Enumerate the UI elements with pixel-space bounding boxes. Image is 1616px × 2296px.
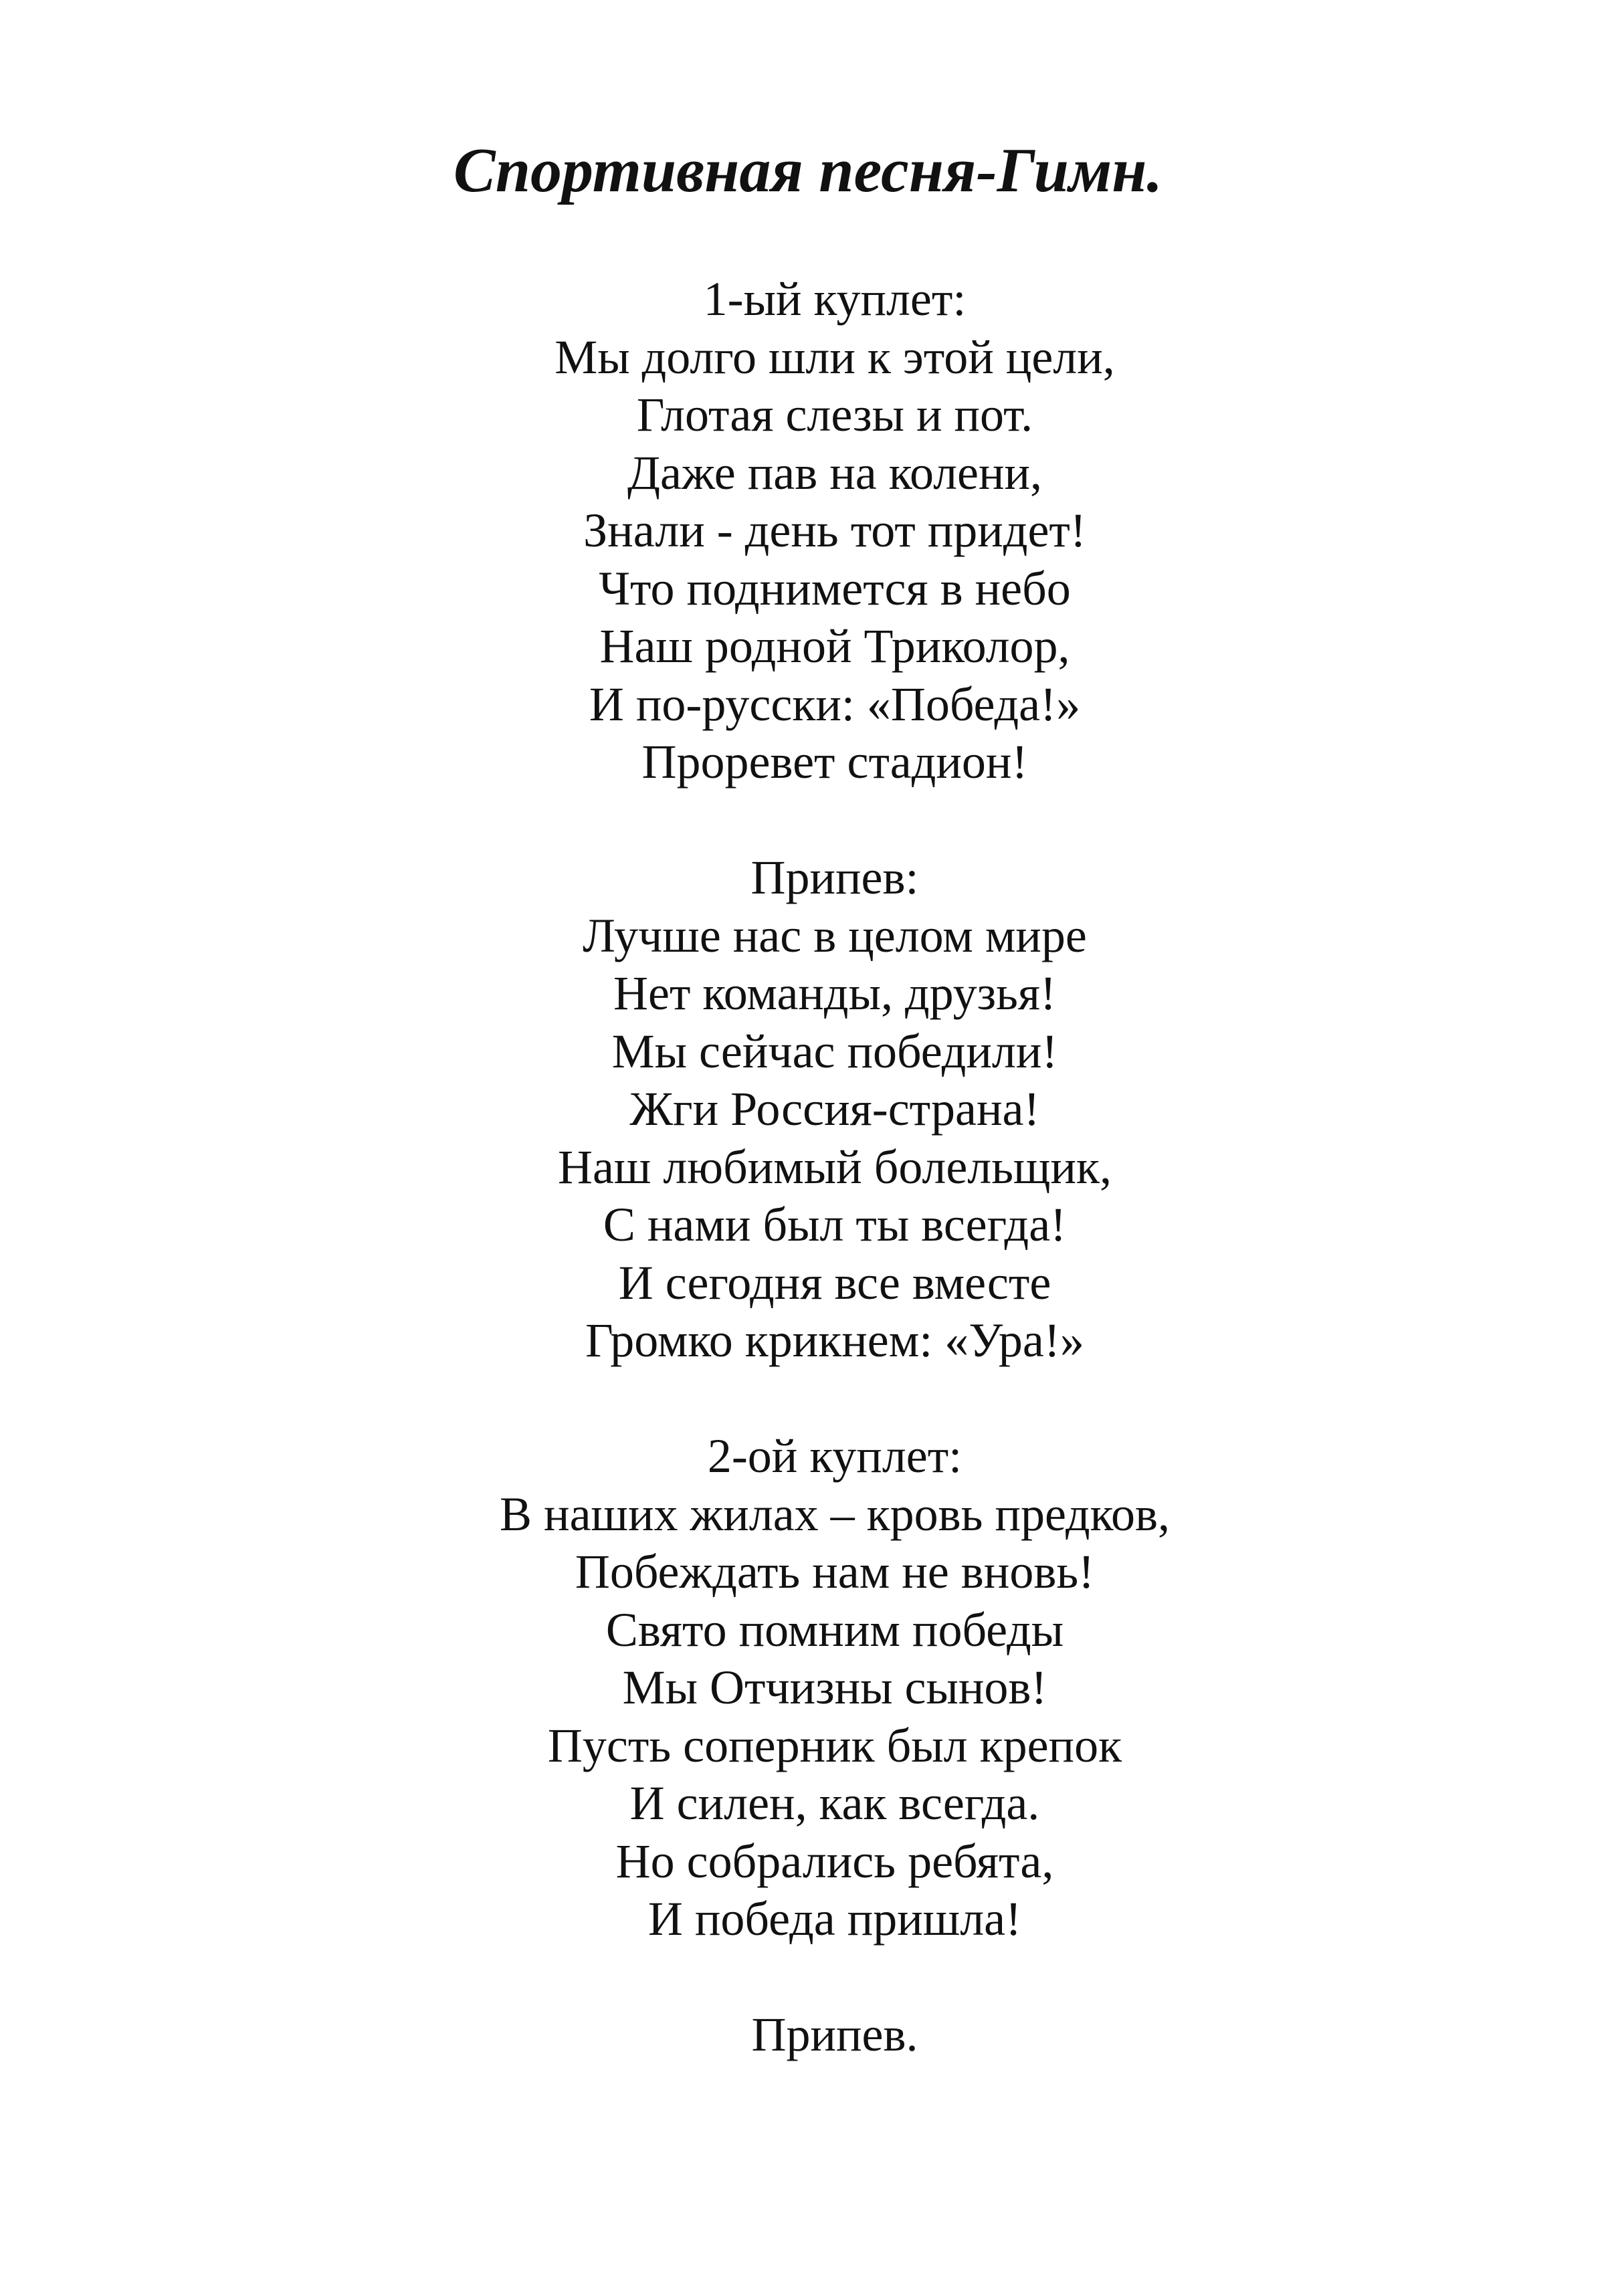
chorus-repeat [27, 2006, 1616, 2064]
lyric-line: Мы сейчас победили! [611, 1024, 1058, 1078]
lyric-line: И силен, как всегда. [629, 1776, 1040, 1830]
lyric-line: И по-русски: «Победа!» [589, 677, 1081, 731]
lyric-line: Проревет стадион! [641, 735, 1028, 789]
chorus-heading: Припев: [750, 851, 919, 904]
verse-1 [27, 270, 1616, 791]
lyric-line: Но собрались ребята, [615, 1834, 1054, 1888]
lyric-line: Что поднимется в небо [599, 561, 1071, 615]
lyric-line: Свято помним победы [605, 1602, 1064, 1657]
verse-heading: 1-ый куплет: [703, 272, 967, 326]
chorus [27, 849, 1616, 1370]
lyric-line: Наш любимый болельщик, [557, 1140, 1112, 1194]
page-title: Спортивная песня-Гимн. [453, 136, 1163, 205]
stanza-gap [27, 1370, 1616, 1428]
lyric-line: И победа пришла! [647, 1892, 1022, 1946]
lyric-line: С нами был ты всегда! [603, 1198, 1067, 1251]
stanza-gap [27, 1948, 1616, 2006]
chorus-repeat-label: Припев. [751, 2008, 918, 2061]
stanza-gap [27, 791, 1616, 849]
lyric-line: И сегодня все вместе [618, 1255, 1051, 1310]
lyric-line: Громко крикнем: «Ура!» [585, 1314, 1084, 1367]
lyric-line: Пусть соперник был крепок [547, 1718, 1122, 1772]
verse-heading: 2-ой куплет: [707, 1429, 963, 1483]
lyric-line: Нет команды, друзья! [613, 966, 1056, 1020]
lyric-line: В наших жилах – кровь предков, [500, 1487, 1170, 1541]
lyric-line: Глотая слезы и пот. [636, 388, 1033, 441]
lyric-line: Лучше нас в целом мире [583, 908, 1087, 962]
verse-2 [27, 1427, 1616, 1948]
lyric-line: Жги Россия-страна! [629, 1082, 1040, 1136]
lyric-line: Даже пав на колени, [627, 445, 1043, 500]
lyric-line: Мы Отчизны сынов! [622, 1661, 1047, 1714]
song-lyrics [27, 270, 1616, 2064]
lyric-line: Знали - день тот придет! [583, 504, 1086, 557]
lyric-line: Мы долго шли к этой цели, [554, 330, 1115, 384]
lyric-line: Наш родной Триколор, [599, 619, 1070, 673]
lyric-line: Побеждать нам не вновь! [575, 1545, 1095, 1598]
